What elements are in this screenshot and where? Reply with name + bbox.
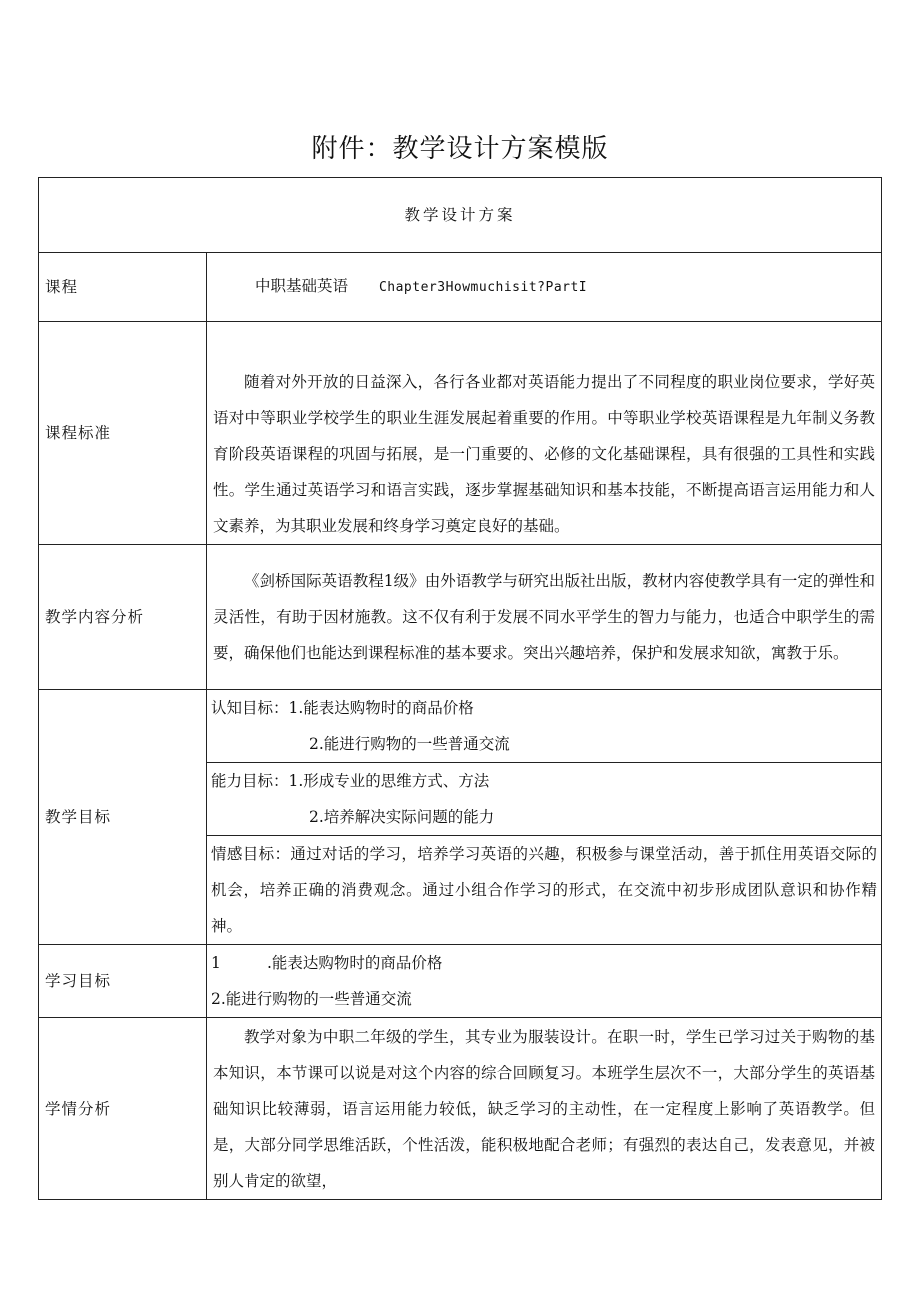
header-row (39, 178, 882, 253)
course-name-cn: 中职基础英语 (255, 277, 349, 295)
course-label: 课程 (39, 253, 207, 322)
teaching-goals-label: 教学目标 (39, 690, 207, 945)
learning-goal-1-text: .能表达购物时的商品价格 (267, 954, 443, 972)
content-analysis-row (39, 545, 882, 690)
course-name-en: Chapter3Howmuchisit?PartI (378, 280, 588, 295)
learning-goals-row (39, 945, 882, 1018)
emotional-goal (207, 836, 881, 944)
emotional-goal-text: 情感目标：通过对话的学习，培养学习英语的兴趣，积极参与课堂活动，善于抓住用英语交际的机会，培养正确的消费观念。通过小组合作学习的形式，在交流中初步形成团队意识和协作精神。 (211, 845, 878, 935)
learner-analysis-text: 教学对象为中职二年级的学生，其专业为服装设计。在职一时，学生已学习过关于购物的基本知识，本节课可以说是对这个内容的综合回顾复习。本班学生层次不一，大部分学生的英语基础知识比较薄弱，语言运用能力较低，缺乏学习的主动性，在一定程度上影响了英语教学。但是，大部分同学思维活跃，个性活泼，能积极地配合老师；有强烈的表达自己，发表意见，并被别人肯定的欲望， (213, 1027, 876, 1190)
learner-analysis-label: 学情分析 (39, 1018, 207, 1200)
content-analysis-label: 教学内容分析 (39, 545, 207, 690)
standard-cell (207, 322, 882, 545)
learner-analysis-cell (207, 1018, 882, 1200)
learning-goals-cell (207, 945, 882, 1018)
standard-row (39, 322, 882, 545)
ability-goal-line1: 能力目标：1.形成专业的思维方式、方法 (211, 772, 490, 790)
teaching-goals-cell (207, 690, 882, 945)
ability-goal-line2: 2.培养解决实际问题的能力 (309, 808, 495, 826)
learning-goal-2: 2.能进行购物的一些普通交流 (211, 990, 412, 1008)
course-value (207, 253, 882, 322)
course-row (39, 253, 882, 322)
content-analysis-cell (207, 545, 882, 690)
standard-text: 随着对外开放的日益深入，各行各业都对英语能力提出了不同程度的职业岗位要求，学好英语对中等职业学校学生的职业生涯发展起着重要的作用。中等职业学校英语课程是九年制义务教育阶段英语课程的巩固与拓展，是一门重要的、必修的文化基础课程，具有很强的工具性和实践性。学生通过英语学习和语言实践，逐步掌握基础知识和基本技能，不断提高语言运用能力和人文素养，为其职业发展和终身学习奠定良好的基础。 (213, 373, 876, 535)
page-title: 附件：教学设计方案模版 (311, 134, 609, 164)
learning-goals-label: 学习目标 (39, 945, 207, 1018)
standard-label: 课程标准 (39, 322, 207, 545)
table-header: 教学设计方案 (39, 178, 882, 253)
learning-goal-1-number: 1 (211, 954, 221, 972)
learner-analysis-row (39, 1018, 882, 1200)
cognitive-goal-line1: 认知目标：1.能表达购物时的商品价格 (211, 699, 474, 717)
ability-goal (207, 763, 881, 836)
content-analysis-text: 《剑桥国际英语教程1级》由外语教学与研究出版社出版，教材内容使教学具有一定的弹性和灵活性，有助于因材施教。这不仅有利于发展不同水平学生的智力与能力，也适合中职学生的需要，确保他们也能达到课程标准的基本要求。突出兴趣培养，保护和发展求知欲，寓教于乐。 (213, 572, 876, 662)
learning-goal-1 (211, 945, 877, 981)
teaching-plan-table (38, 177, 882, 1200)
teaching-goals-row (39, 690, 882, 945)
cognitive-goal (207, 690, 881, 763)
cognitive-goal-line2: 2.能进行购物的一些普通交流 (309, 735, 510, 753)
